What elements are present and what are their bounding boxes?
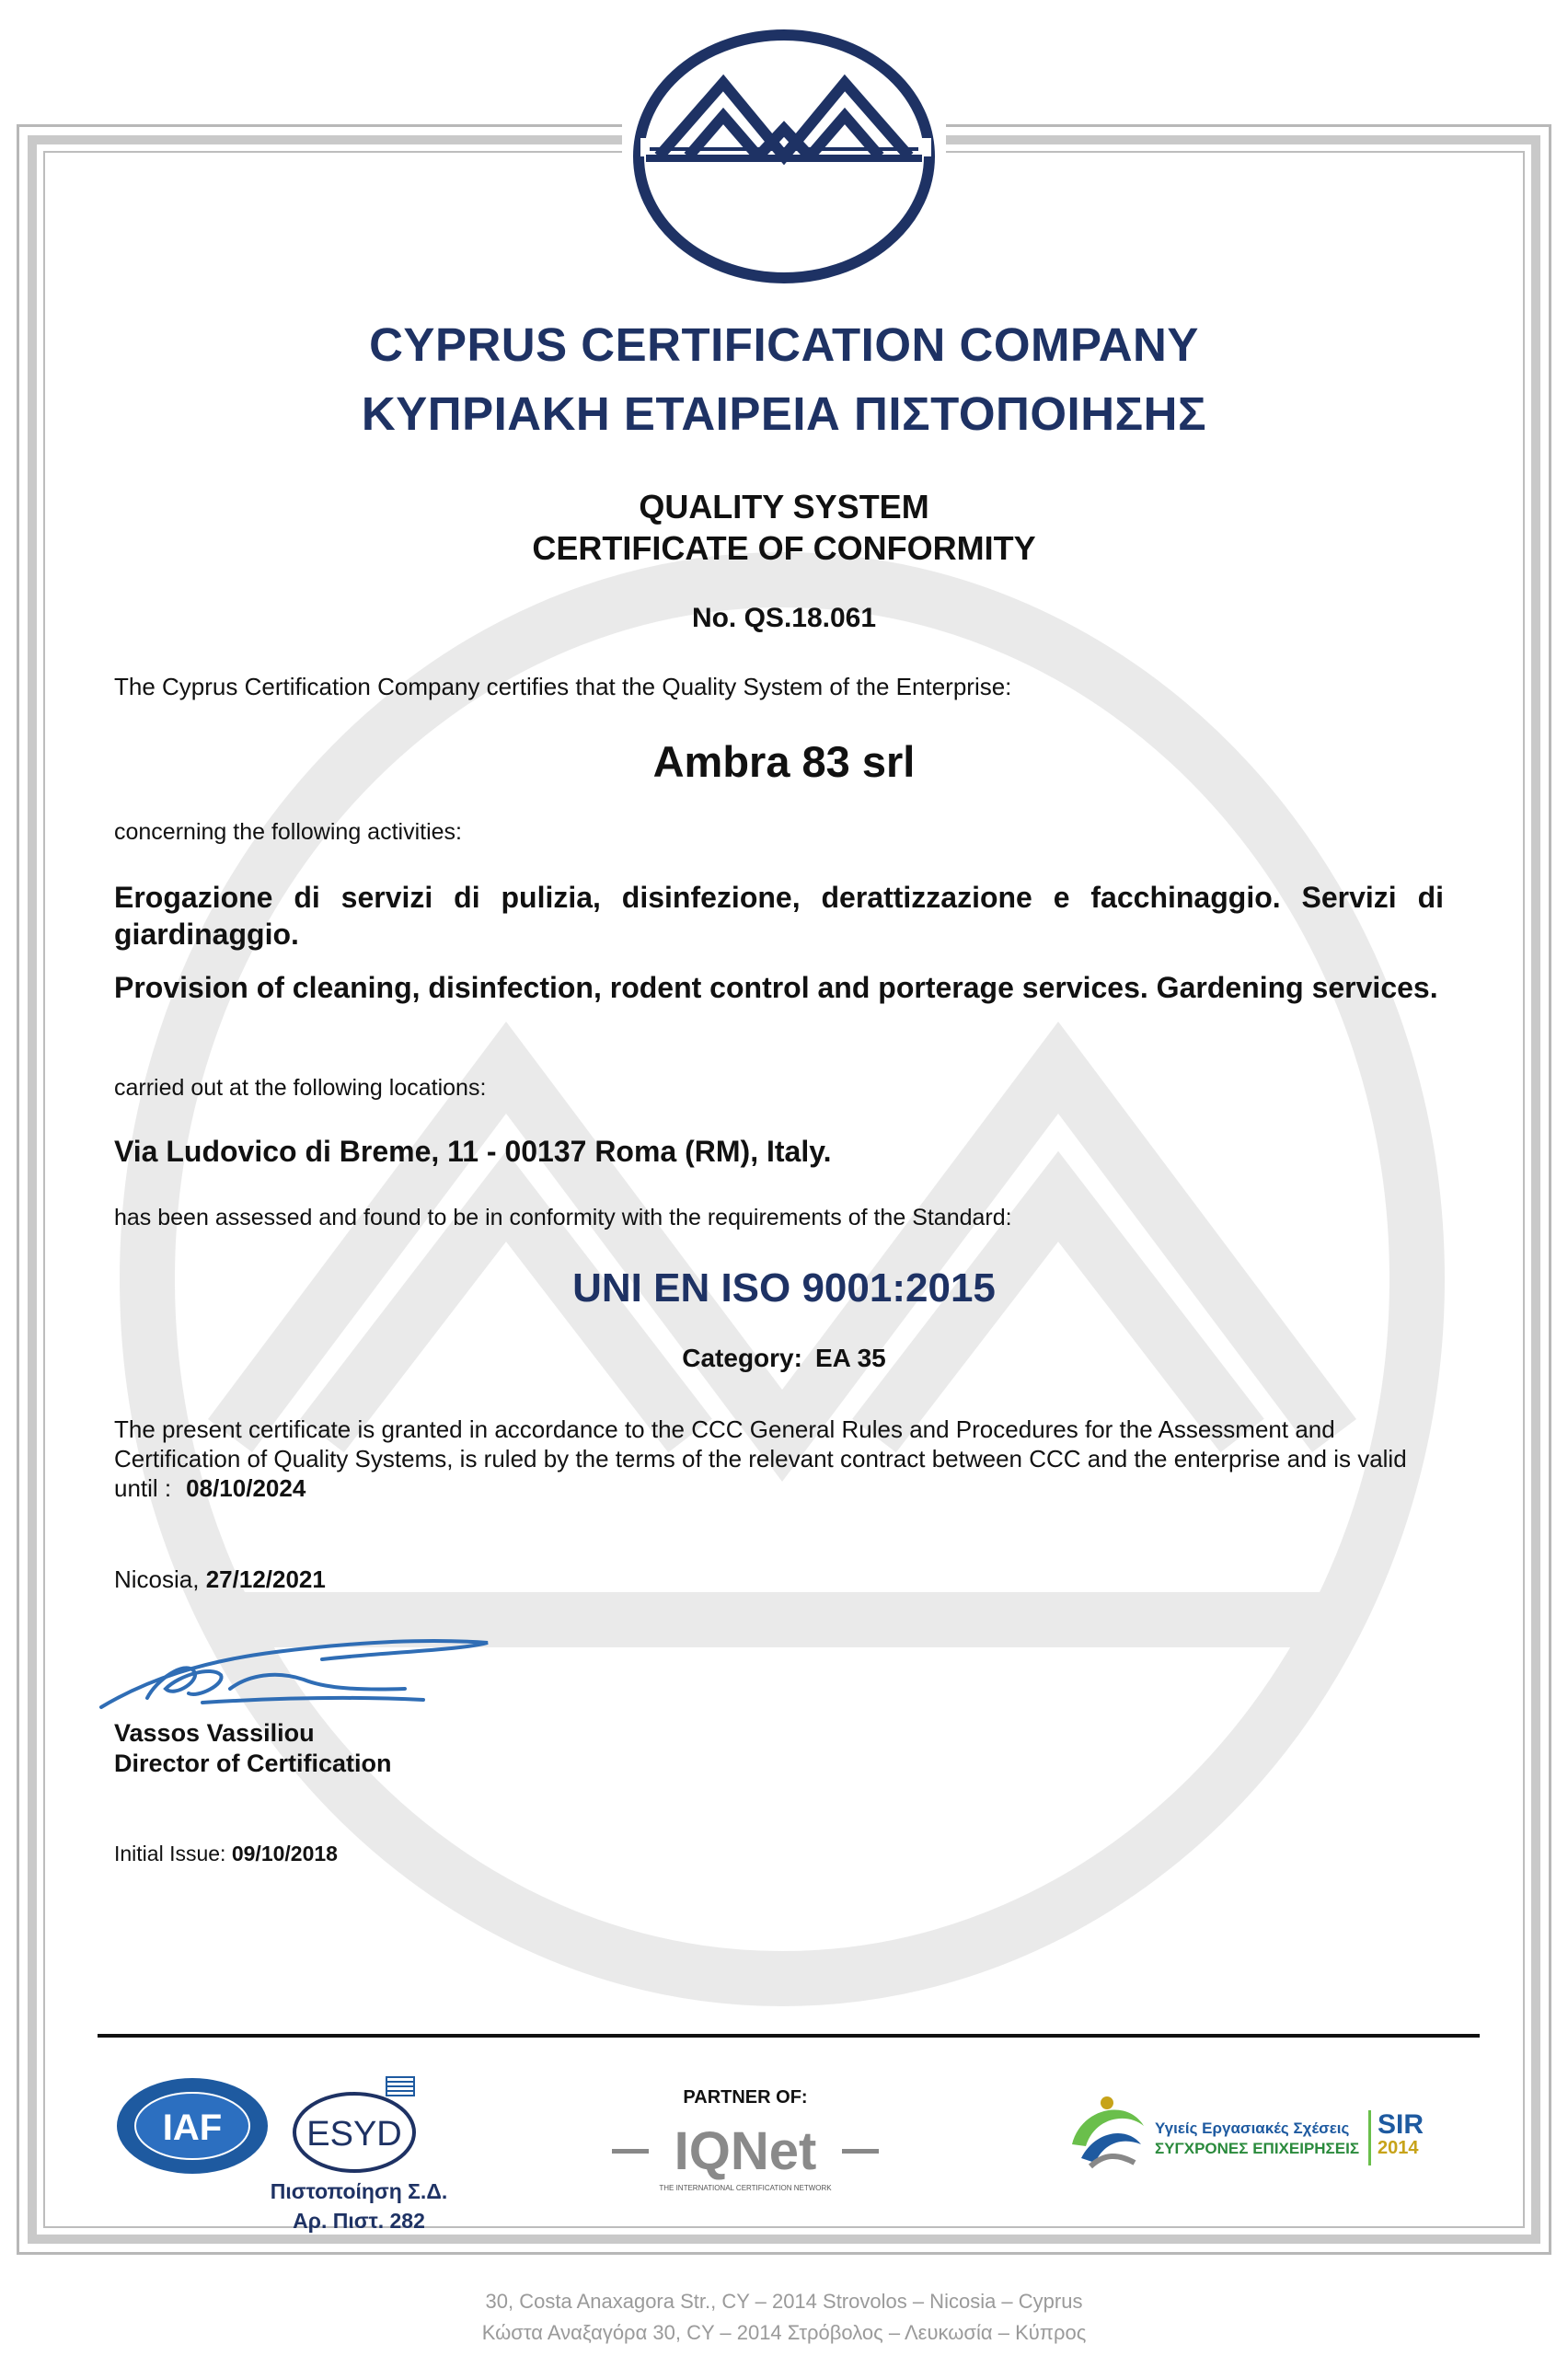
esyd-caption-line1: Πιστοποίηση Σ.Δ. (270, 2179, 448, 2203)
sir-caption-line1: Υγιείς Εργασιακές Σχέσεις (1155, 2119, 1350, 2137)
signer-name: Vassos Vassiliou (114, 1719, 315, 1747)
category (0, 1344, 1568, 1373)
category-value: EA 35 (814, 1344, 886, 1372)
locations-label: carried out at the following locations: (114, 1075, 487, 1101)
issue-date: 27/12/2021 (205, 1565, 326, 1593)
standard-name: UNI EN ISO 9001:2015 (572, 1265, 996, 1311)
activities-label: concerning the following activities: (114, 819, 462, 845)
sir-logo-icon (1063, 2089, 1150, 2172)
initial-issue-date: 09/10/2018 (231, 1842, 338, 1865)
esyd-caption-line2: Αρ. Πιστ. 282 (293, 2209, 425, 2233)
activity-english: Provision of cleaning, disinfection, rodent control and porterage services. Gardening services. (114, 971, 1438, 1004)
initial-issue (114, 1839, 1444, 1868)
partner-of-label: PARTNER OF: (683, 2087, 808, 2108)
iqnet-logo-icon (612, 2112, 879, 2200)
esyd-logo-icon (290, 2075, 423, 2177)
certificate-number: No. QS.18.061 (691, 603, 877, 633)
certificate-title-line2: CERTIFICATE OF CONFORMITY (532, 529, 1036, 567)
footer-address-el: Κώστα Αναξαγόρα 30, CY – 2014 Στρόβολος – Λευκωσία – Κύπρος (481, 2321, 1087, 2344)
signer-title: Director of Certification (114, 1750, 392, 1777)
iqnet-subtitle: THE INTERNATIONAL CERTIFICATION NETWORK (659, 2184, 832, 2192)
footer-address-en: 30, Costa Anaxagora Str., CY – 2014 Strovolos – Nicosia – Cyprus (485, 2290, 1083, 2313)
validity-text (114, 1415, 1444, 1503)
certificate-title-line1: QUALITY SYSTEM (639, 488, 929, 525)
issue-place-date (114, 1565, 1444, 1594)
enterprise-name: Ambra 83 srl (652, 737, 916, 786)
iaf-label: IAF (162, 2108, 223, 2148)
signer-block (114, 1718, 1444, 1779)
iaf-logo-icon (114, 2075, 271, 2177)
ccc-logo-icon (622, 18, 946, 294)
intro-text: The Cyprus Certification Company certifies that the Quality System of the Enterprise: (114, 673, 1012, 700)
category-label: Category: (682, 1344, 802, 1372)
initial-issue-label: Initial Issue: (114, 1842, 226, 1865)
iqnet-label: IQNet (674, 2121, 817, 2181)
company-name-en: CYPRUS CERTIFICATION COMPANY (369, 318, 1199, 371)
issue-place: Nicosia, (114, 1565, 200, 1593)
activity-italian: Erogazione di servizi di pulizia, disinfezione, derattizzazione e facchinaggio. Servizi di giardinaggio. (114, 881, 1444, 951)
company-name-el: ΚΥΠΡΙΑΚΗ ΕΤΑΙΡΕΙΑ ΠΙΣΤΟΠΟΙΗΣΗΣ (361, 387, 1207, 440)
sir-badge (1378, 2109, 1424, 2158)
validity-body: The present certificate is granted in accordance to the CCC General Rules and Procedures for the Assessment and Certification of Quality Systems, is ruled by the terms of the relevant contract between CCC and the enterprise and is valid until : (114, 1415, 1407, 1502)
esyd-label: ESYD (306, 2115, 402, 2154)
assessed-text: has been assessed and found to be in conformity with the requirements of the Standard: (114, 1205, 1012, 1230)
sir-badge-label: SIR (1378, 2109, 1424, 2140)
sir-badge-year: 2014 (1378, 2138, 1419, 2158)
location-address: Via Ludovico di Breme, 11 - 00137 Roma (RM), Italy. (114, 1135, 832, 1168)
signature-icon (92, 1624, 506, 1726)
valid-until-date: 08/10/2024 (186, 1474, 306, 1502)
sir-caption-line2: ΣΥΓΧΡΟΝΕΣ ΕΠΙΧΕΙΡΗΣΕΙΣ (1155, 2140, 1360, 2157)
footer-divider (98, 2034, 1480, 2038)
sir-separator (1368, 2110, 1371, 2165)
